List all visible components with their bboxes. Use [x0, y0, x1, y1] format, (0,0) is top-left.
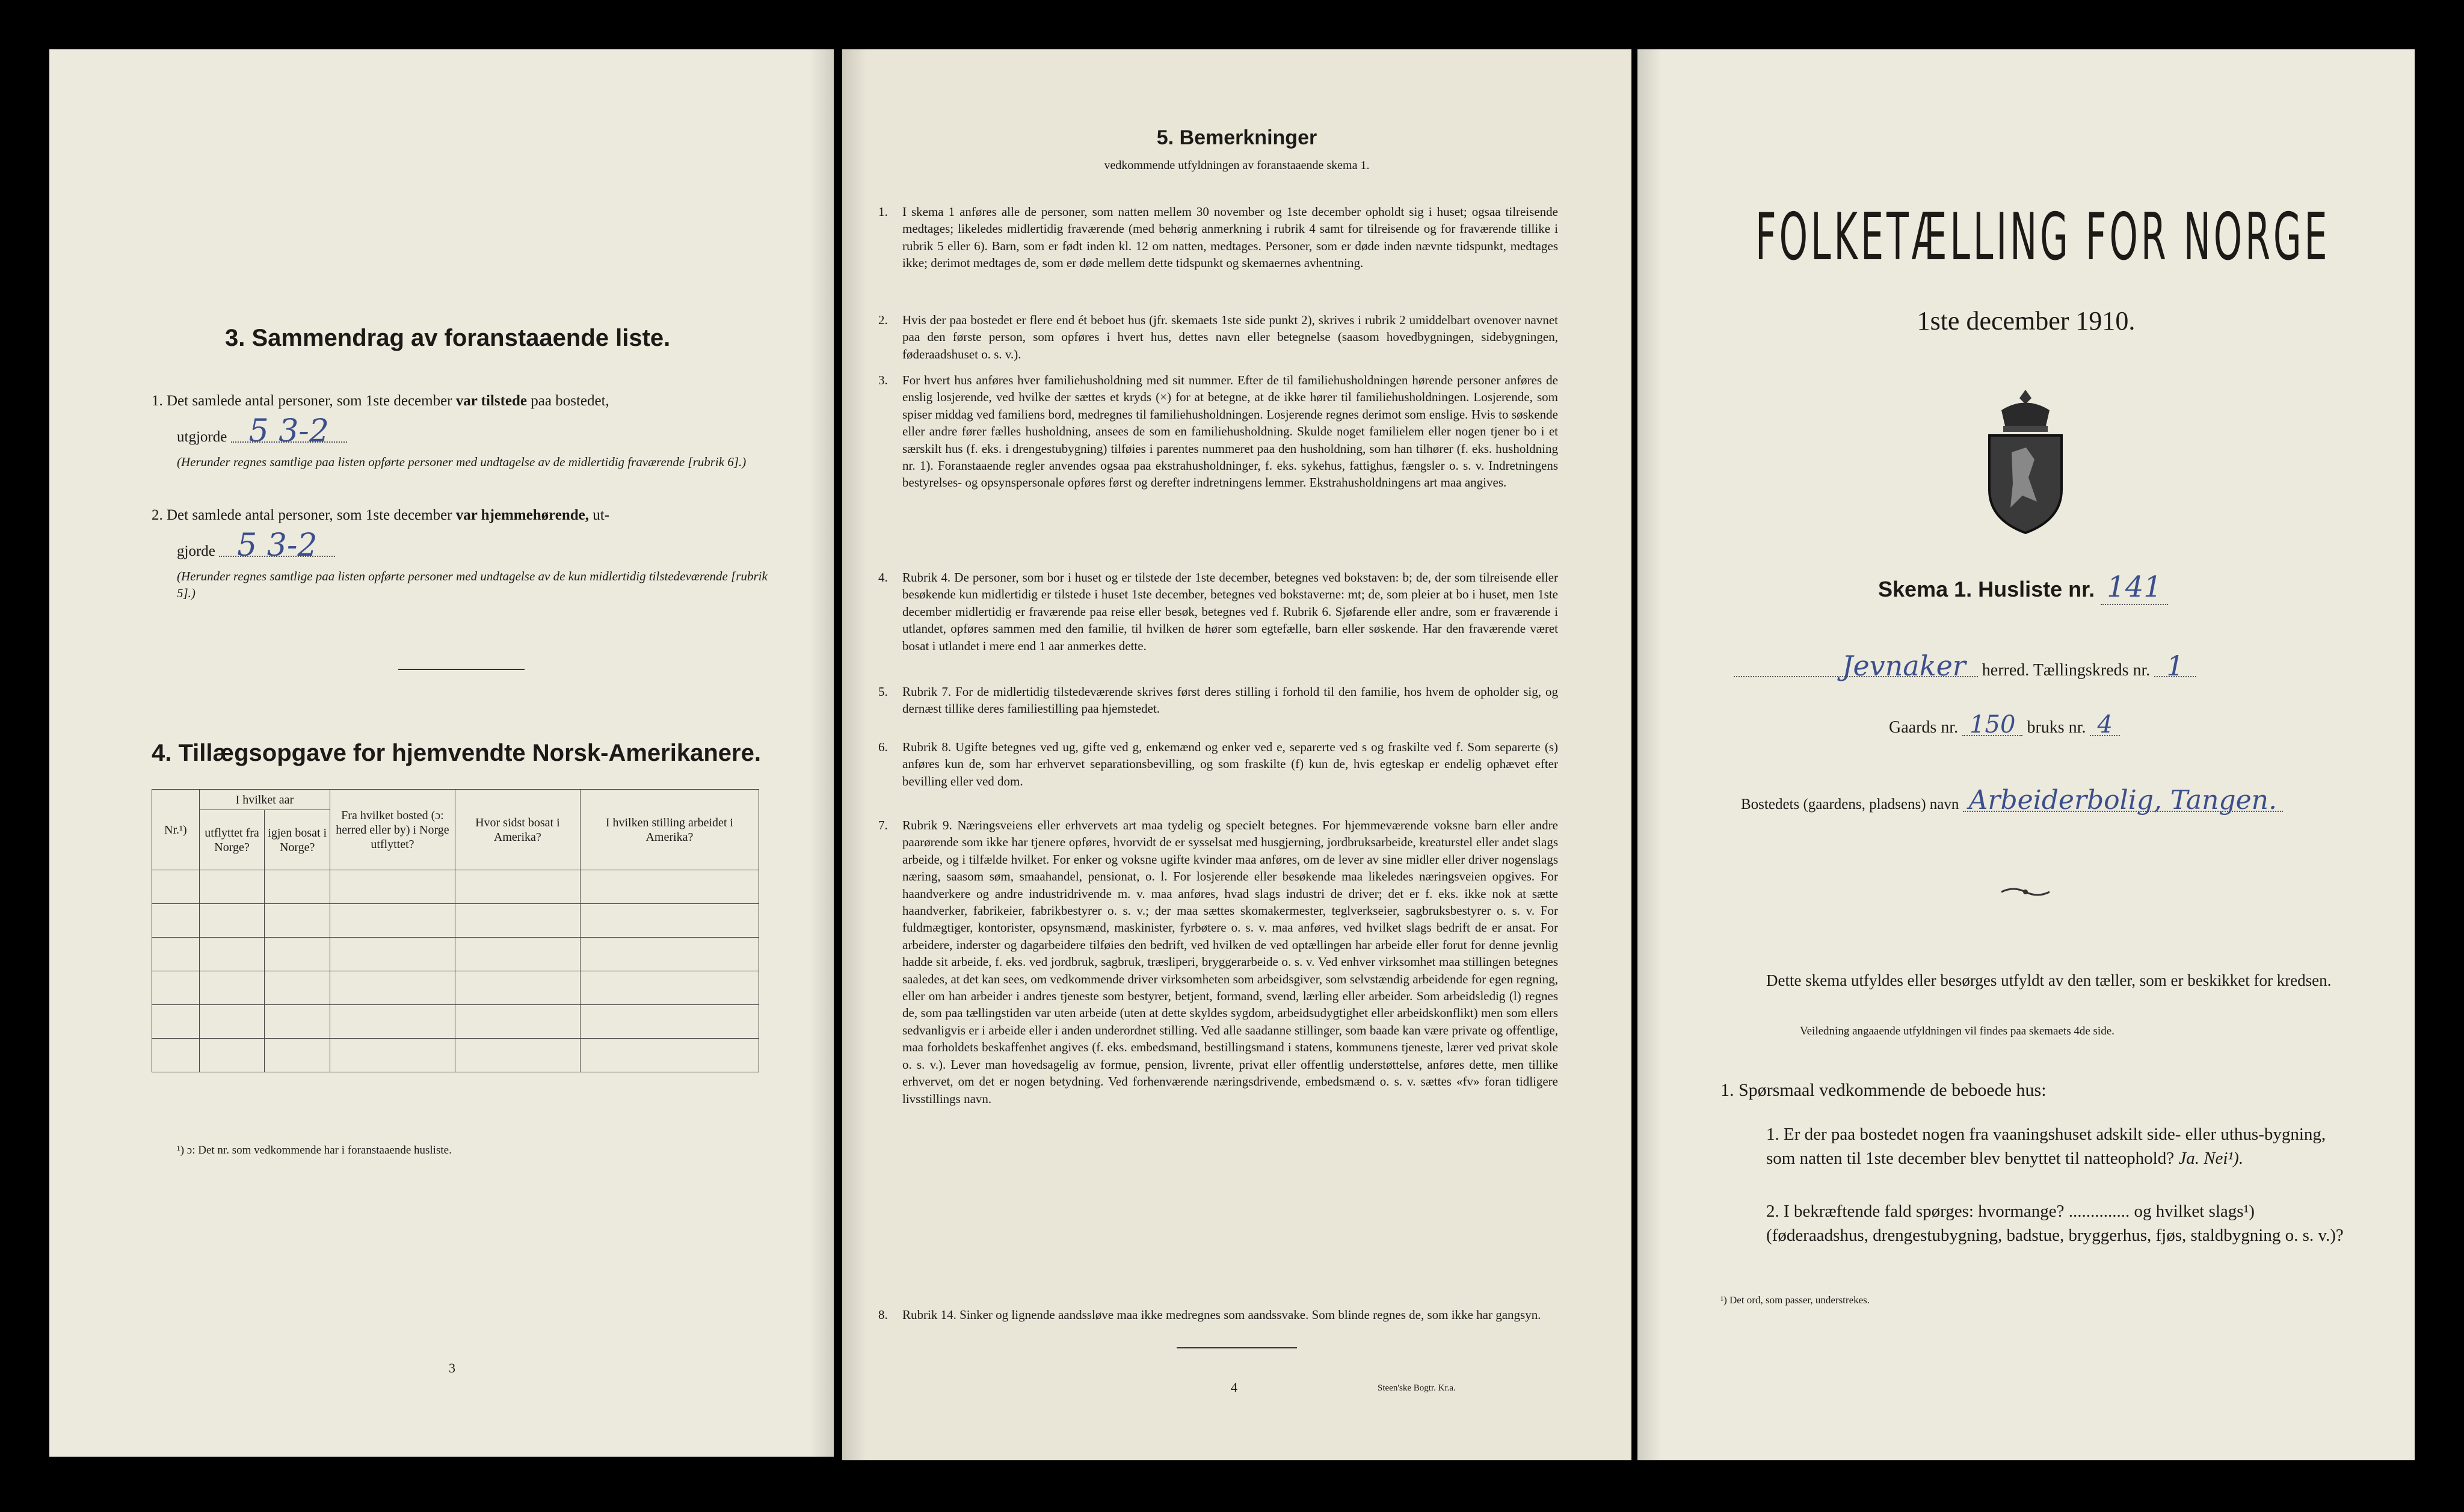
page-fold-shadow — [842, 49, 866, 1460]
summary-item-1 — [152, 391, 789, 411]
col-igjen-bosat: igjen bosat i Norge? — [265, 810, 330, 870]
item1-text-b: paa bostedet, — [531, 393, 609, 409]
husliste-number: 141 — [2101, 570, 2168, 605]
item1-bold: var tilstede — [455, 393, 528, 409]
middle-page — [842, 49, 1631, 1460]
question-1 — [1766, 1122, 2356, 1170]
ornament-icon — [1998, 883, 2053, 901]
right-footnote: ¹) Det ord, som passer, understrekes. — [1720, 1294, 1870, 1306]
item2-text-b: ut- — [593, 507, 610, 523]
table-row — [152, 938, 759, 971]
skema-row — [1878, 570, 2168, 605]
item2-text: 2. Det samlede antal personer, som 1ste december — [152, 507, 452, 523]
page-number: 4 — [1231, 1380, 1237, 1395]
item2-gjorde-row — [177, 527, 335, 564]
table-row — [152, 1005, 759, 1039]
table-footnote: ¹) ɔ: Det nr. som vedkommende har i foranstaaende husliste. — [177, 1144, 452, 1157]
table-row — [152, 870, 759, 904]
page-fold-shadow — [810, 49, 834, 1457]
col-utflyttet: utflyttet fra Norge? — [199, 810, 265, 870]
census-title: FOLKETÆLLING FOR NORGE — [1755, 200, 2330, 275]
item2-bold: var hjemmehørende, — [455, 507, 590, 523]
gaards-value: 150 — [1962, 715, 2022, 736]
bosted-row — [1741, 785, 2283, 816]
col-stilling: I hvilken stilling arbeidet i Amerika? — [580, 790, 759, 870]
bruks-label: bruks nr. — [2027, 718, 2086, 737]
remark-item: 2. Hvis der paa bostedet er flere end ét beboet hus (jfr. skemaets 1ste side punkt 2), skrives i rubrik 2 umiddelbart ovenover navnet paa den første person, som opføres i hvert hus, dettes navn eller betegnelse (saasom hovedbygningen, sidebygningen, føderaadshuset o. s. v.). — [878, 313, 1558, 361]
remark-item: 5. Rubrik 7. For de midlertidig tilstedeværende skrives først deres stilling i forhold til den familie, hos hvem de opholder sig, og dernæst tillike deres familiestilling paa hjemstedet. — [878, 684, 1558, 716]
intro-text: Dette skema utfyldes eller besørges utfyldt av den tæller, som er beskikket for kredsen. — [1766, 971, 2332, 989]
remark-item: 6. Rubrik 8. Ugifte betegnes ved ug, gifte ved g, enkemænd og enker ved e, separerte ved s og fraskilte ved f. Som separerte (s) anføres kun de, som har erhvervet separationsbevilling, og som fraskilte (f) kun de, hvis egteskap er endelig ophævet efter bevilling eller ved dom. — [878, 740, 1558, 788]
tellingskreds-value: 1 — [2154, 656, 2196, 677]
remark-item: 4. Rubrik 4. De personer, som bor i huset og er tilstede der 1ste december, betegnes ved bokstaven: b; de, der som tilreisende eller besøkende kun midlertidig er tilstede i huset 1ste december, betegnes ved bokstaverne: mt; de, som pleier at bo i huset, men 1ste december midlertidig er fraværende paa reise eller besøk, betegnes ved f. Rubrik 6. Sjøfarende eller andre, som er fraværende i utlandet, opføres sammen med den familie, til hvilken de hører som egtefælle, barn eller søskende. Har den fraværende været bosat i utlandet i mere end 1 aar anmerkes dette. — [878, 570, 1558, 653]
col-nr: Nr.¹) — [152, 790, 200, 870]
divider — [398, 669, 525, 670]
remark-item: 3. For hvert hus anføres hver familiehusholdning med sit nummer. Efter de til familiehusholdningen hørende personer anføres de enslig losjerende, ved hvilke der sættes et kryds (×) for at betegne, at de ikke hører til familiehusholdningen. Losjerende, som spiser middag ved familiens bord, medregnes til familiehusholdningen. Losjerende regnes derimot som enslige. Hvis to søskende eller andre fører fælles husholdning, ansees de som en familiehusholdning. Skulde noget familielem eller nogen tjener bo i et særskilt hus (f. eks. i drengestubygning) tilføies i parentes nummeret paa den husholdning, som han tilhører (f. eks. husholdning nr. 1). Foranstaaende regler anvendes ogsaa paa ekstrahusholdninger, f. eks. sykehus, fattighus, fængsler o. s. v. Indretningens bestyrelses- og opsynspersonale opføres først og derefter indretningens lemmer. Ekstrahusholdningens art maa angives. — [878, 373, 1558, 490]
bosted-value: Arbeiderbolig, Tangen. — [1963, 790, 2283, 812]
item1-handwritten-count: 5 3-2 — [231, 421, 347, 443]
item1-utgjorde-label: utgjorde — [177, 429, 227, 445]
item2-note: (Herunder regnes samtlige paa listen opførte personer med undtagelse av de kun midlertidig tilstedeværende [rubrik 5].) — [177, 569, 768, 600]
table-row — [152, 904, 759, 938]
census-date: 1ste december 1910. — [1917, 306, 2136, 336]
section3-title: 3. Sammendrag av foranstaaende liste. — [225, 325, 671, 351]
question-1-text: 1. Er der paa bostedet nogen fra vaaningshuset adskilt side- eller uthus-bygning, som natten til 1ste december blev benyttet til natteophold? — [1766, 1125, 2326, 1168]
section4-title: 4. Tillægsopgave for hjemvendte Norsk-Amerikanere. — [152, 740, 761, 766]
col-bosted: Fra hvilket bosted (ɔ: herred eller by) i Norge utflyttet? — [330, 790, 455, 870]
table-row — [152, 1039, 759, 1072]
divider — [1177, 1347, 1297, 1348]
item1-utgjorde-row — [177, 413, 347, 449]
remark-item: 8. Rubrik 14. Sinker og lignende aandssløve maa ikke medregnes som aandssvake. Som blinde regnes de, som ikke har gangsyn. — [878, 1308, 1541, 1322]
herred-row — [1734, 650, 2196, 682]
veiledning-text: Veiledning angaaende utfyldningen vil findes paa skemaets 4de side. — [1800, 1025, 2114, 1037]
item2-gjorde-label: gjorde — [177, 543, 215, 559]
left-page — [49, 49, 834, 1457]
herred-value: Jevnaker — [1734, 656, 1978, 677]
page-number: 3 — [449, 1360, 455, 1375]
right-page — [1637, 49, 2415, 1460]
gaards-row — [1889, 711, 2120, 739]
item1-note: (Herunder regnes samtlige paa listen opførte personer med undtagelse av de midlertidig fraværende [rubrik 6].) — [177, 455, 747, 469]
item2-handwritten-count: 5 3-2 — [219, 535, 335, 557]
bosted-label: Bostedets (gaardens, pladsens) navn — [1741, 796, 1959, 813]
gaards-label: Gaards nr. — [1889, 718, 1959, 737]
col-group-year: I hvilket aar — [199, 790, 330, 810]
norsk-amerikaner-table — [152, 789, 759, 1072]
question-2: 2. I bekræftende fald spørges: hvormange? .............. og hvilket slags¹) (føderaadshus, drengestubygning, badstue, bryggerhus, fjøs, staldbygning o. s. v.)? — [1766, 1202, 2344, 1245]
coat-of-arms-icon — [1974, 386, 2077, 536]
printer-mark: Steen'ske Bogtr. Kr.a. — [1378, 1383, 1456, 1393]
question-section-title: 1. Spørsmaal vedkommende de beboede hus: — [1720, 1080, 2047, 1100]
bruks-value: 4 — [2090, 715, 2119, 736]
remarks-subtitle: vedkommende utfyldningen av foranstaaende skema 1. — [1104, 159, 1370, 172]
table-row — [152, 971, 759, 1005]
summary-item-2 — [152, 505, 789, 526]
question-1-answer: Ja. Nei¹). — [2178, 1149, 2244, 1168]
col-amerika: Hvor sidst bosat i Amerika? — [455, 790, 580, 870]
remarks-title: 5. Bemerkninger — [1156, 126, 1317, 149]
page-fold-shadow — [1637, 49, 1662, 1460]
skema-label: Skema 1. Husliste nr. — [1878, 577, 2095, 601]
herred-label: herred. — [1982, 661, 2030, 680]
remark-item: 7. Rubrik 9. Næringsveiens eller erhvervets art maa tydelig og specielt betegnes. For hjemmeværende voksne barn eller andre paarørende som ikke har tjenere opføres, hvorvidt de er sysselsat med husgjerning, jordbruksarbeide, kreaturstel eller andet slags arbeide, og i tilfælde hvilket. For enker og voksne ugifte kvinder maa anføres, om de lever av sine midler eller driver nogenslags næring, saasom søm, smaahandel, pensionat, o. l. For losjerende eller besøkende maa likeledes næringsveien opgives. For haandverkere og andre industridrivende m. v. maa anføres, hvad slags industri de driver; det er f. eks. ikke nok at sætte haandverker, fabrikeier, fabrikbestyrer o. s. v.; der maa sættes skomakermester, teglverkseier, sagbruksbestyrer o. s. v. For fuldmægtiger, kontorister, opsynsmænd, maskinister, fyrbøtere o. s. v. maa anføres, ved hvilket slags bedrift de er ansat. For arbeidere, inderster og dagarbeidere tilføies den bedrift, ved hvilken de ved optællingen har arbeide eller forut for denne jevnlig hadde sit arbeide, f. eks. ved jordbruk, sagbruk, træsliperi, bryggerarbeide o. s. v. Ved enhver virksomhet maa stillingen betegnes saaledes, at det kan sees, om vedkommende driver virksomheten som arbeidsgiver, som selvstændig arbeidende for egen regning, eller om han arbeider i andres tjeneste som bestyrer, betjent, formand, svend, lærling eller arbeider. Som arbeidsledig (l) regnes de, som paa tællingstiden var uten arbeide (uten at dette skyldes sygdom, arbeidsudygtighet eller arbeidskonflikt) men som ellers sedvanligvis er i arbeide eller i anden underordnet stilling. Ved alle saadanne stillinger, som baade kan være private og offentlige, maa forholdets beskaffenhet angives (f. eks. embedsmand, bestillingsmand i statens, kommunens tjeneste, lærer ved privat skole o. s. v.). Lever man hovedsagelig av formue, pension, livrente, privat eller offentlig understøttelse, anføres dette, men tillike erhvervet, om det er nogen betydning. Ved forhenværende næringsdrivende, embedsmænd o. s. v. sættes «fv» foran tidligere livsstillings navn. — [878, 818, 1558, 1106]
tellingskreds-label: Tællingskreds nr. — [2033, 661, 2151, 680]
remark-item: 1. I skema 1 anføres alle de personer, som natten mellem 30 november og 1ste december opholdt sig i huset; ogsaa tilreisende medtages; likeledes midlertidig fraværende (med behørig anmerkning i rubrik 4 samt for tilreisende og for fraværende tillike i rubrik 5 eller 6). Barn, som er født inden kl. 12 om natten, medtages. Personer, som er døde inden nævnte tidspunkt, medtages ikke; derimot medtages de, som er døde mellem dette tidspunkt og skemaernes avhentning. — [878, 204, 1558, 271]
item1-text: 1. Det samlede antal personer, som 1ste december — [152, 393, 452, 409]
